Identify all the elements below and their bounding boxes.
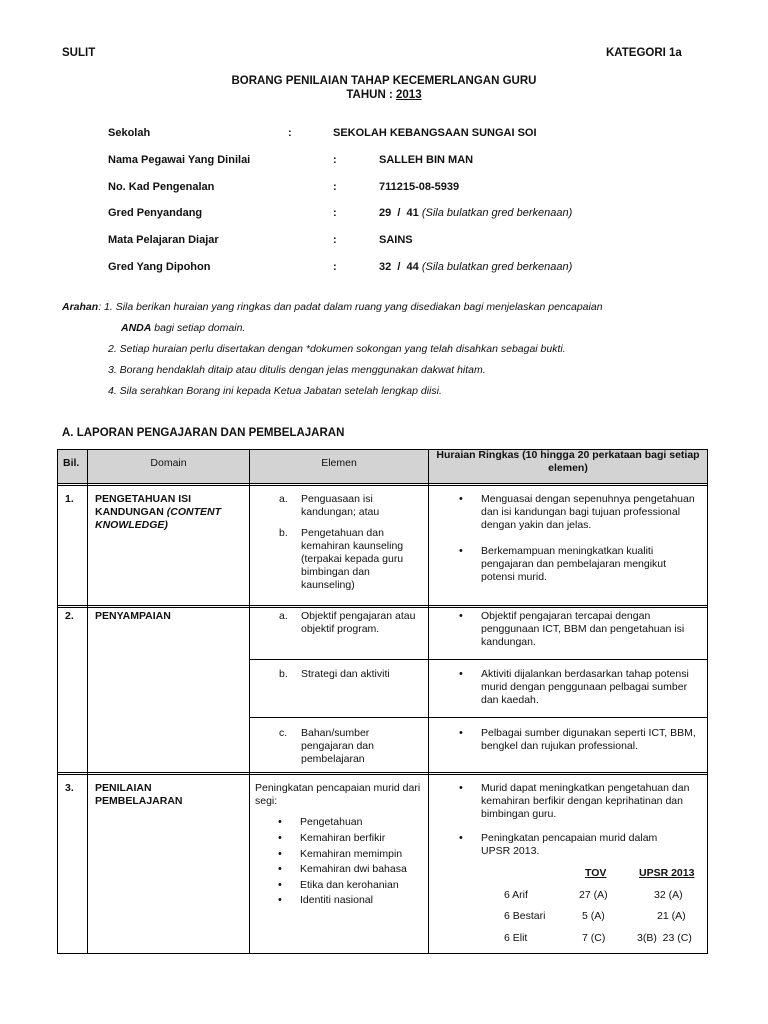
row2-el-a: Objektif pengajaran atau objektif program. (301, 610, 416, 635)
row3-bil: 3. (65, 782, 74, 794)
instruction-anda: ANDA (121, 322, 152, 334)
field-label-nama: Nama Pegawai Yang Dinilai (108, 154, 251, 166)
field-value-kp: 711215-08-5939 (379, 181, 460, 193)
results-tov: 27 (A) (579, 889, 608, 901)
row2-el-b-letter: b. (279, 668, 288, 680)
header-bil: Bil. (63, 457, 80, 469)
field-value-sekolah: SEKOLAH KEBANGSAAN SUNGAI SOI (333, 127, 537, 139)
header-huraian: Huraian Ringkas (10 hingga 20 perkataan bagi setiap elemen) (436, 449, 700, 474)
instruction-2: 2. Setiap huraian perlu disertakan dengan *dokumen sokongan yang telah disahkan sebagai bukti. (108, 343, 566, 355)
row2-el-c-letter: c. (279, 727, 288, 739)
year-value: 2013 (396, 89, 422, 101)
row3-el-item: • Kemahiran berfikir (300, 832, 385, 845)
field-value-nama: SALLEH BIN MAN (379, 154, 474, 166)
field-label-gred-dipohon: Gred Yang Dipohon (108, 261, 211, 273)
row1-domain-english: (CONTENT KNOWLEDGE) (95, 506, 221, 531)
row3-el-item: • Kemahiran memimpin (300, 848, 402, 861)
results-tov: 7 (C) (582, 932, 606, 944)
form-title (0, 74, 768, 102)
field-value-mata-pelajaran: SAINS (379, 234, 413, 246)
gred-penyandang-note: (Sila bulatkan gred berkenaan) (421, 207, 573, 219)
row3-huraian-2: • Peningkatan pencapaian murid dalam UPSR 2013. (481, 832, 681, 858)
instruction-1-text: : 1. Sila berikan huraian yang ringkas dan padat dalam ruang yang disediakan bagi menjelaskan pencapaian (98, 301, 603, 313)
row2-el-b: Strategi dan aktiviti (301, 668, 390, 680)
row2-huraian-b: • Aktiviti dijalankan berdasarkan tahap potensi murid dengan penggunaan pelbagai sumber dan kaedah. (481, 668, 695, 707)
row1-el-b-letter: b. (279, 527, 288, 539)
gred-dipohon-note: (Sila bulatkan gred berkenaan) (421, 261, 573, 273)
results-header-upsr: UPSR 2013 (639, 867, 695, 879)
field-label-kp: No. Kad Pengenalan (108, 181, 215, 193)
row1-domain (95, 493, 245, 532)
results-header-tov: TOV (585, 867, 607, 879)
header-elemen: Elemen (321, 457, 357, 469)
row1-el-b: Pengetahuan dan kemahiran kaunseling (terpakai kepada guru bimbingan dan kaunseling) (301, 527, 404, 591)
instruction-4: 4. Sila serahkan Borang ini kepada Ketua Jabatan setelah lengkap diisi. (108, 385, 442, 397)
instruction-1 (62, 301, 603, 313)
row3-el-intro: Peningkatan pencapaian murid dari segi: (255, 782, 421, 807)
instruction-3: 3. Borang hendaklah ditaip atau ditulis dengan jelas menggunakan dakwat hitam. (108, 364, 486, 376)
year-label: TAHUN : (346, 89, 397, 101)
row1-huraian-1: • Menguasai dengan sepenuhnya pengetahuan dan isi kandungan bagi tujuan professional dengan yakin dan jelas. (481, 493, 703, 532)
form-title-year (0, 88, 768, 102)
field-label-mata-pelajaran: Mata Pelajaran Diajar (108, 234, 219, 246)
instruction-label: Arahan (62, 301, 99, 313)
row1-domain-main: PENGETAHUAN ISI KANDUNGAN (95, 493, 192, 518)
header-sulit: SULIT (62, 47, 96, 59)
results-kelas: 6 Arif (504, 889, 528, 901)
row2-domain: PENYAMPAIAN (95, 610, 171, 622)
section-title: A. LAPORAN PENGAJARAN DAN PEMBELAJARAN (62, 427, 345, 439)
header-kategori: KATEGORI 1a (606, 47, 682, 59)
row3-el-item: • Pengetahuan (300, 816, 362, 829)
row3-domain: PENILAIAN PEMBELAJARAN (95, 782, 183, 807)
row2-huraian-a: • Objektif pengajaran tercapai dengan penggunaan ICT, BBM dan pengetahuan isi kandungan. (481, 610, 703, 649)
header-domain: Domain (150, 457, 187, 469)
field-colon: : (333, 154, 337, 166)
gred-dipohon-value: 32 / 44 (379, 261, 419, 273)
field-colon: : (333, 181, 337, 193)
row3-huraian-1: • Murid dapat meningkatkan pengetahuan dan kemahiran berfikir dengan keprihatinan dan bimbingan guru. (481, 782, 705, 821)
field-colon: : (333, 207, 337, 219)
field-value-gred-penyandang (379, 207, 572, 219)
row1-huraian-2: • Berkemampuan meningkatkan kualiti pengajaran dan pembelajaran mengikut potensi murid. (481, 545, 691, 584)
results-upsr: 32 (A) (654, 889, 683, 901)
field-label-sekolah: Sekolah (108, 127, 151, 139)
field-label-gred-penyandang: Gred Penyandang (108, 207, 203, 219)
report-table (57, 449, 708, 954)
results-upsr: 21 (A) (657, 910, 686, 922)
row1-bil: 1. (65, 493, 74, 505)
results-upsr: 3(B) 23 (C) (637, 932, 692, 944)
row2-el-a-letter: a. (279, 610, 288, 622)
row3-el-item: • Kemahiran dwi bahasa (300, 863, 407, 876)
results-kelas: 6 Elit (504, 932, 528, 944)
field-colon: : (288, 127, 292, 139)
row1-el-a-letter: a. (279, 493, 288, 505)
row2-el-c: Bahan/sumber pengajaran dan pembelajaran (301, 727, 374, 765)
results-kelas: 6 Bestari (504, 910, 546, 922)
row2-huraian-c: • Pelbagai sumber digunakan seperti ICT, BBM, bengkel dan rujukan professional. (481, 727, 699, 753)
field-colon: : (333, 261, 337, 273)
row2-bil: 2. (65, 610, 74, 622)
results-tov: 5 (A) (582, 910, 605, 922)
field-colon: : (333, 234, 337, 246)
instruction-1b (121, 322, 245, 334)
form-title-line1: BORANG PENILAIAN TAHAP KECEMERLANGAN GURU (231, 75, 537, 87)
gred-penyandang-value: 29 / 41 (379, 207, 419, 219)
instruction-1b-text: bagi setiap domain. (151, 322, 246, 334)
field-value-gred-dipohon (379, 261, 572, 273)
row3-el-item: • Identiti nasional (300, 894, 373, 907)
row1-el-a: Penguasaan isi kandungan; atau (301, 493, 380, 518)
row3-el-item: • Etika dan kerohanian (300, 879, 399, 892)
